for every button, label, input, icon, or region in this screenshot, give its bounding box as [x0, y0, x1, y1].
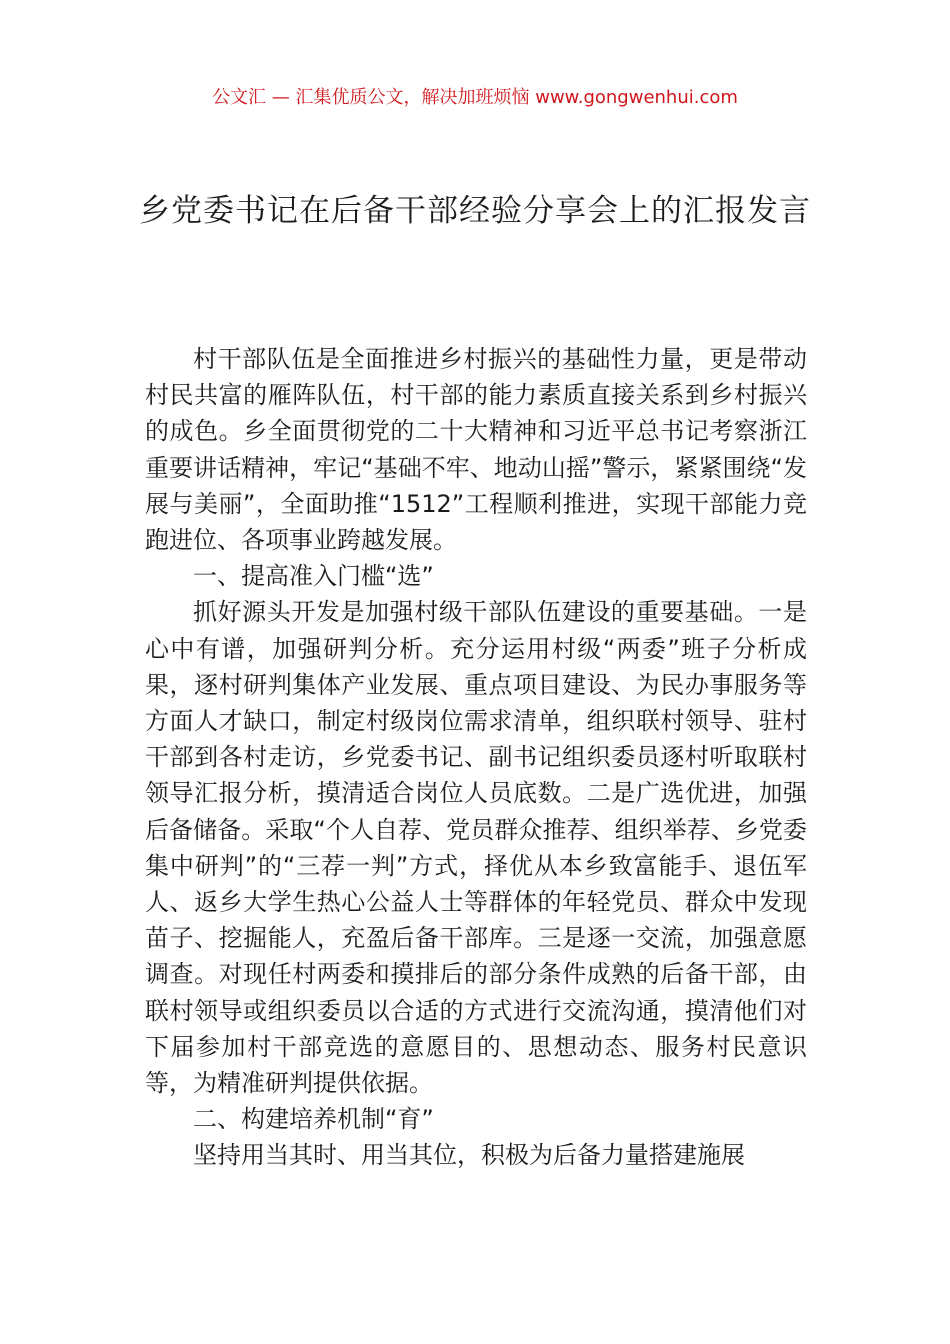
section-paragraph-2: 坚持用当其时、用当其位，积极为后备力量搭建施展	[193, 1141, 745, 1170]
intro-paragraph: 村干部队伍是全面推进乡村振兴的基础性力量，更是带动村民共富的雁阵队伍，村干部的能力素质直接关系到乡村振兴的成色。乡全面贯彻党的二十大精神和习近平总书记考察浙江重要讲话精神，牢记“基础不牢、地动山摇”警示，紧紧围绕“发展与美丽”，全面助推“1512”工程顺利推进，实现干部能力竞跑进位、各项事业跨越发展。	[145, 345, 807, 555]
document-body	[145, 341, 807, 1174]
document-title: 乡党委书记在后备干部经验分享会上的汇报发言	[139, 193, 811, 229]
section-paragraph-1: 抓好源头开发是加强村级干部队伍建设的重要基础。一是心中有谱，加强研判分析。充分运用村级“两委”班子分析成果，逐村研判集体产业发展、重点项目建设、为民办事服务等方面人才缺口，制定村级岗位需求清单，组织联村领导、驻村干部到各村走访，乡党委书记、副书记组织委员逐村听取联村领导汇报分析，摸清适合岗位人员底数。二是广选优进，加强后备储备。采取“个人自荐、党员群众推荐、组织举荐、乡党委集中研判”的“三荐一判”方式，择优从本乡致富能手、退伍军人、返乡大学生热心公益人士等群体的年轻党员、群众中发现苗子、挖掘能人，充盈后备干部库。三是逐一交流，加强意愿调查。对现任村两委和摸排后的部分条件成熟的后备干部，由联村领导或组织委员以合适的方式进行交流沟通，摸清他们对下届参加村干部竞选的意愿目的、思想动态、服务村民意识等，为精准研判提供依据。	[145, 598, 807, 1098]
section-heading-2: 二、构建培养机制“育”	[193, 1105, 434, 1134]
header-banner: 公文汇 — 汇集优质公文，解决加班烦恼 www.gongwenhui.com	[212, 87, 738, 108]
section-heading-1: 一、提高准入门槛“选”	[193, 562, 434, 591]
